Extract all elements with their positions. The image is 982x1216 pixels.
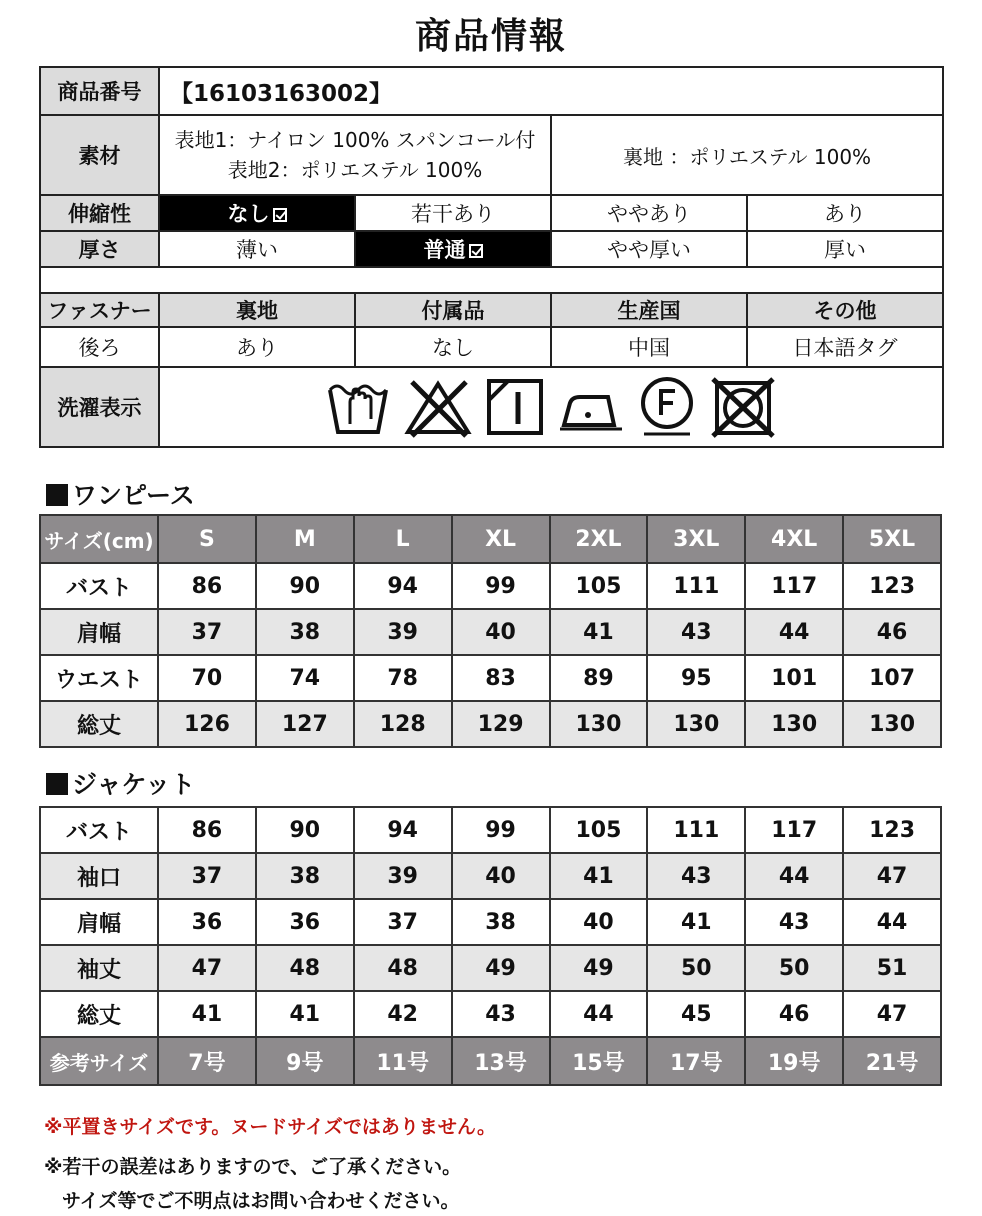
thickness-option-thick: 厚い [747,231,943,267]
table-cell: 94 [354,563,452,609]
table-cell: 99 [452,807,550,853]
checkbox-checked-icon [273,208,287,222]
table-cell: 49 [550,945,648,991]
table-cell: 41 [256,991,354,1037]
spacer-row [40,267,943,293]
table-cell: 47 [843,853,941,899]
table-row [40,701,941,747]
table-cell: 36 [256,899,354,945]
row-label: バスト [40,563,158,609]
note-contact: サイズ等でご不明点はお問い合わせください。 [62,1190,460,1212]
material-label: 素材 [40,115,159,195]
table-cell: 130 [647,701,745,747]
size-header-cell: 5XL [843,515,941,563]
attr-header-accessories: 付属品 [355,293,551,327]
ref-size-cell: 15号 [550,1037,648,1085]
table-cell: 107 [843,655,941,701]
product-info-table [39,66,944,448]
table-cell: 45 [647,991,745,1037]
table-cell: 37 [158,853,256,899]
table-cell: 43 [647,609,745,655]
table-cell: 41 [647,899,745,945]
table-cell: 40 [452,609,550,655]
table-cell: 51 [843,945,941,991]
wash-symbols [159,367,943,447]
table-cell: 94 [354,807,452,853]
table-cell: 38 [452,899,550,945]
table-cell: 128 [354,701,452,747]
table-row [40,563,941,609]
attr-header-fastener: ファスナー [40,293,159,327]
attr-value-lining: あり [159,327,355,367]
table-cell: 86 [158,563,256,609]
size-header-cell: XL [452,515,550,563]
table-cell: 40 [452,853,550,899]
onepiece-size-table [39,514,942,748]
no-tumble-dry-icon [710,376,776,438]
attr-value-fastener: 後ろ [40,327,159,367]
table-cell: 126 [158,701,256,747]
table-cell: 48 [354,945,452,991]
table-cell: 47 [158,945,256,991]
table-cell: 70 [158,655,256,701]
thickness-option-normal: 普通 [355,231,551,267]
size-header-cell: M [256,515,354,563]
table-cell: 123 [843,807,941,853]
table-cell: 117 [745,807,843,853]
table-cell: 130 [843,701,941,747]
row-label: 肩幅 [40,609,158,655]
table-cell: 50 [647,945,745,991]
table-cell: 101 [745,655,843,701]
table-cell: 47 [843,991,941,1037]
dry-clean-f-icon [638,376,696,438]
ref-size-cell: 11号 [354,1037,452,1085]
square-bullet-icon [46,484,68,506]
row-label: 袖丈 [40,945,158,991]
row-label: 袖口 [40,853,158,899]
material-lining: 裏地 ：ポリエステル 100% [551,115,943,195]
ref-size-label: 参考サイズ [40,1037,158,1085]
jacket-heading: ジャケット [46,765,195,801]
table-cell: 89 [550,655,648,701]
table-cell: 90 [256,807,354,853]
line-dry-shade-icon [486,378,544,436]
ref-size-cell: 9号 [256,1037,354,1085]
table-cell: 38 [256,609,354,655]
table-cell: 117 [745,563,843,609]
thickness-option-thin: 薄い [159,231,355,267]
wash-label: 洗濯表示 [40,367,159,447]
stretch-option-none: なし [159,195,355,231]
attr-header-origin: 生産国 [551,293,747,327]
table-cell: 123 [843,563,941,609]
stretch-option-yes: あり [747,195,943,231]
table-cell: 46 [745,991,843,1037]
size-header-cell: S [158,515,256,563]
table-cell: 99 [452,563,550,609]
ref-size-cell: 13号 [452,1037,550,1085]
table-cell: 42 [354,991,452,1037]
table-row [40,945,941,991]
table-cell: 127 [256,701,354,747]
table-cell: 43 [647,853,745,899]
material-outer-1: 表地1：ナイロン 100% スパンコール付 [174,128,536,152]
ref-size-cell: 19号 [745,1037,843,1085]
onepiece-heading: ワンピース [46,476,195,512]
iron-low-icon [558,381,624,433]
row-label: 総丈 [40,701,158,747]
size-header-cell: 4XL [745,515,843,563]
stretch-label: 伸縮性 [40,195,159,231]
table-cell: 130 [745,701,843,747]
table-cell: 74 [256,655,354,701]
table-cell: 39 [354,853,452,899]
note-flat-measurement: ※平置きサイズです。ヌードサイズではありません。 [44,1116,497,1138]
size-header-cell: 3XL [647,515,745,563]
table-cell: 40 [550,899,648,945]
table-cell: 83 [452,655,550,701]
table-cell: 41 [550,609,648,655]
table-cell: 105 [550,563,648,609]
table-cell: 41 [550,853,648,899]
table-cell: 90 [256,563,354,609]
checkbox-checked-icon [469,244,483,258]
product-no-label: 商品番号 [40,67,159,115]
size-header-cell: 2XL [550,515,648,563]
size-header-row [40,515,941,563]
table-cell: 43 [452,991,550,1037]
table-row [40,655,941,701]
table-row [40,899,941,945]
table-cell: 49 [452,945,550,991]
stretch-option-slight: 若干あり [355,195,551,231]
attr-value-origin: 中国 [551,327,747,367]
thickness-label: 厚さ [40,231,159,267]
table-cell: 111 [647,807,745,853]
product-no-value: 【16103163002】 [159,67,943,115]
table-cell: 48 [256,945,354,991]
thickness-option-slightly-thick: やや厚い [551,231,747,267]
note-tolerance: ※若干の誤差はありますので、ご了承ください。 [44,1156,462,1178]
table-cell: 44 [843,899,941,945]
table-cell: 130 [550,701,648,747]
attr-value-other: 日本語タグ [747,327,943,367]
table-row [40,807,941,853]
table-cell: 129 [452,701,550,747]
page-title: 商品情報 [414,16,567,57]
attr-header-other: その他 [747,293,943,327]
size-header-label: サイズ(cm) [40,515,158,563]
jacket-size-table [39,806,942,1086]
reference-size-row [40,1037,941,1085]
table-cell: 39 [354,609,452,655]
row-label: ウエスト [40,655,158,701]
table-cell: 38 [256,853,354,899]
table-cell: 43 [745,899,843,945]
ref-size-cell: 7号 [158,1037,256,1085]
table-cell: 78 [354,655,452,701]
table-row [40,991,941,1037]
table-cell: 46 [843,609,941,655]
no-bleach-icon [404,376,472,438]
table-cell: 50 [745,945,843,991]
square-bullet-icon [46,773,68,795]
row-label: 総丈 [40,991,158,1037]
row-label: 肩幅 [40,899,158,945]
material-outer [159,115,551,195]
table-row [40,853,941,899]
table-cell: 86 [158,807,256,853]
table-cell: 37 [354,899,452,945]
table-cell: 111 [647,563,745,609]
ref-size-cell: 21号 [843,1037,941,1085]
table-cell: 37 [158,609,256,655]
table-cell: 41 [158,991,256,1037]
material-outer-2: 表地2：ポリエステル 100% [227,158,483,182]
hand-wash-icon [326,376,390,438]
stretch-option-some: ややあり [551,195,747,231]
attr-value-accessories: なし [355,327,551,367]
table-row [40,609,941,655]
table-cell: 105 [550,807,648,853]
attr-header-lining: 裏地 [159,293,355,327]
table-cell: 44 [745,853,843,899]
row-label: バスト [40,807,158,853]
size-header-cell: L [354,515,452,563]
table-cell: 44 [550,991,648,1037]
ref-size-cell: 17号 [647,1037,745,1085]
table-cell: 36 [158,899,256,945]
table-cell: 95 [647,655,745,701]
table-cell: 44 [745,609,843,655]
